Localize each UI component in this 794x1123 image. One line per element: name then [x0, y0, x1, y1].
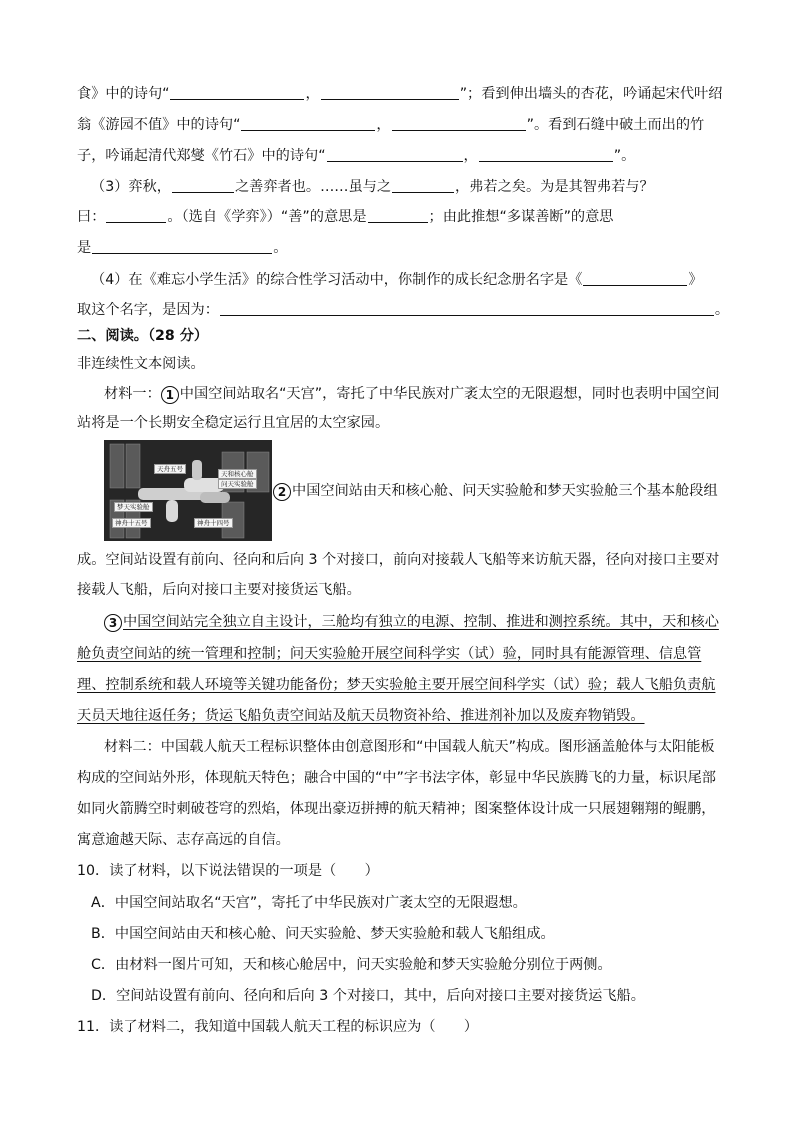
blank-line-6: 是 。 [77, 240, 288, 256]
answer-blank[interactable] [220, 301, 714, 316]
circled-number-1: 1 [161, 386, 179, 404]
blank-line-5: 曰： 。（选自《学弈》）“善”的意思是 ；由此推想“多谋善断”的意思 [77, 209, 614, 225]
answer-blank[interactable] [479, 147, 613, 162]
blank-line-2: 翁《游园不值》中的诗句“ ， ”。看到石缝中破土而出的竹 [77, 117, 705, 133]
circled-number-2: 2 [273, 483, 291, 501]
section-subtitle: 非连续性文本阅读。 [77, 356, 205, 372]
answer-blank[interactable] [92, 239, 272, 254]
blank-line-3: 子，吟诵起清代郑燮《竹石》中的诗句“ ， ”。 [77, 148, 636, 164]
material1-paragraph2-cont: 成。空间站设置有前向、径向和后向 3 个对接口，前向对接载人飞船等来访航天器，径向对接口主要对 [77, 552, 720, 568]
question-10-option-b[interactable]: B．中国空间站由天和核心舱、问天实验舱、梦天实验舱和载人飞船组成。 [91, 926, 555, 942]
answer-blank[interactable] [321, 85, 459, 100]
question-10-option-d[interactable]: D．空间站设置有前向、径向和后向 3 个对接口，其中，后向对接口主要对接货运飞船。 [91, 988, 645, 1004]
answer-blank[interactable] [172, 178, 234, 193]
answer-blank[interactable] [583, 271, 687, 286]
material1-paragraph2: 2 中国空间站由天和核心舱、问天实验舱和梦天实验舱三个基本舱段组 [273, 481, 718, 501]
answer-blank[interactable] [368, 208, 428, 223]
answer-blank[interactable] [170, 85, 304, 100]
material1-paragraph3: 3 中国空间站完全独立自主设计，三舱均有独立的电源、控制、推进和测控系统。其中，天和核心 [104, 612, 719, 632]
section-title: 二、阅读。（28 分） [77, 328, 209, 344]
answer-blank[interactable] [392, 178, 454, 193]
space-station-photo [104, 440, 272, 541]
answer-blank[interactable] [106, 208, 166, 223]
material1-paragraph2-cont: 接载人飞船，后向对接口主要对接货运飞船。 [77, 582, 361, 598]
material2-paragraph-cont: 如同火箭腾空时刺破苍穹的烈焰，体现出豪迈拼搏的航天精神；图案整体设计成一只展翅翱翔的鲲鹏， [77, 801, 716, 817]
material2-paragraph-cont: 寓意逾越天际、志存高远的自信。 [77, 832, 290, 848]
answer-blank[interactable] [327, 147, 463, 162]
label-tianhe: 天和核心舱 [218, 469, 257, 479]
question-10-option-c[interactable]: C．由材料一图片可知，天和核心舱居中，问天实验舱和梦天实验舱分别位于两侧。 [91, 957, 612, 973]
material2-paragraph: 材料二：中国载人航天工程标识整体由创意图形和“中国载人航天”构成。图形涵盖舱体与太阳能板 [104, 739, 715, 755]
material1-paragraph1-cont: 站将是一个长期安全稳定运行且宜居的太空家园。 [77, 415, 390, 431]
blank-line-7: （4）在《难忘小学生活》的综合性学习活动中，你制作的成长纪念册名字是《 》 [91, 272, 703, 288]
label-shenzhou15: 神舟十五号 [112, 518, 151, 528]
answer-blank[interactable] [392, 116, 526, 131]
question-10-stem: 10．读了材料，以下说法错误的一项是（ ） [77, 863, 379, 879]
circled-number-3: 3 [104, 614, 122, 632]
material1-paragraph3-cont: 理、控制系统和载人环境等关键功能备份；梦天实验舱主要开展空间科学实（试）验；载人飞船负责航 [77, 677, 716, 693]
label-tianzhou: 天舟五号 [154, 464, 186, 474]
label-wentian: 问天实验舱 [218, 479, 257, 489]
blank-line-1: 食》中的诗句“ ， ”；看到伸出墙头的杏花，吟诵起宋代叶绍 [77, 86, 723, 102]
label-shenzhou14: 神舟十四号 [194, 518, 233, 528]
material1-paragraph1: 材料一： 1 中国空间站取名“天宫”，寄托了中华民族对广袤太空的无限遐想，同时也表明中国空间 [104, 386, 720, 402]
material2-paragraph-cont: 构成的空间站外形，体现航天特色；融合中国的“中”字书法字体，彰显中华民族腾飞的力量，标识尾部 [77, 770, 716, 786]
answer-blank[interactable] [241, 116, 375, 131]
question-11-stem: 11．读了材料二，我知道中国载人航天工程的标识应为（ ） [77, 1019, 479, 1035]
label-mengtian: 梦天实验舱 [114, 502, 153, 512]
material1-paragraph3-cont: 舱负责空间站的统一管理和控制；问天实验舱开展空间科学实（试）验，同时具有能源管理、信息管 [77, 646, 702, 662]
material1-paragraph3-cont: 天员天地往返任务；货运飞船负责空间站及航天员物资补给、推进剂补加以及废弃物销毁。 [77, 708, 645, 724]
blank-line-4: （3）弈秋， 之善弈者也。……虽与之 ，弗若之矣。为是其智弗若与？ [91, 179, 654, 195]
question-10-option-a[interactable]: A．中国空间站取名“天宫”，寄托了中华民族对广袤太空的无限遐想。 [91, 895, 527, 911]
blank-line-8: 取这个名字，是因为： 。 [77, 302, 730, 318]
